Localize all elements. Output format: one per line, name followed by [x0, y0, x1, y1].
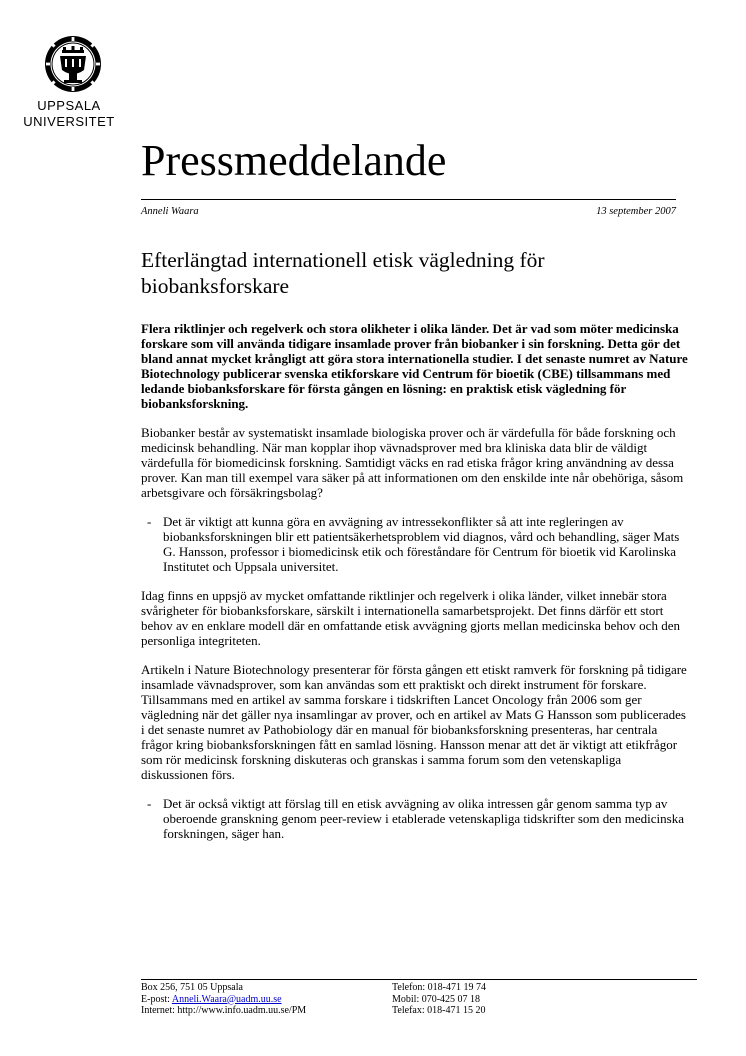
article-body	[141, 321, 689, 855]
footer-fax: Telefax: 018-471 15 20	[392, 1005, 486, 1016]
quote-2	[141, 796, 689, 841]
publish-date: 13 september 2007	[596, 206, 676, 217]
footer-email-row	[141, 994, 306, 1006]
title-divider	[141, 199, 676, 200]
quote-1-text: Det är viktigt att kunna göra en avvägning av intressekonflikter så att inte regleringen av biobanksforskningen blir ett patientsäkerhetsproblem vid diagnos, vård och behandling, säger Mats G. Hansson, professor i biomedicinsk etik och föreståndare för Centrum för bioetik vid Karolinska Institutet och Uppsala universitet.	[163, 514, 680, 574]
paragraph-1: Biobanker består av systematiskt insamlade biologiska prover och är värdefulla för både forskning och medicinsk behandling. När man kopplar ihop vävnadsprover med bra kliniska data blir de väldigt värdefulla för biomedicinsk forskning. Samtidigt väcks en rad etiska frågor kring användning av dessa prover. Kan man till exempel vara säker på att informationen om den enskilde inte når obehöriga, såsom arbetsgivare och försäkringsbolag?	[141, 425, 684, 500]
quote-2-text: Det är också viktigt att förslag till en etisk avvägning av olika intressen går genom samma typ av oberoende granskning genom peer-review i etablerade vetenskapliga tidskrifter som den medicinska forskningen, säger han.	[163, 796, 684, 841]
quote-1	[141, 514, 689, 574]
lead-paragraph: Flera riktlinjer och regelverk och stora olikheter i olika länder. Det är vad som möter medicinska forskare som vill använda tidigare insamlade prover från biobanker i sin forskning. Detta gör det bland annat mycket krångligt att göra stora internationella studier. I det senaste numret av Nature Biotechnology publicerar svenska etikforskare vid Centrum för bioetik (CBE) tillsammans med ledande biobanksforskare för första gången en lösning: en praktisk etisk vägledning för biobanksforskning.	[141, 321, 688, 411]
footer-email-link[interactable]: Anneli.Waara@uadm.uu.se	[171, 993, 282, 1005]
quote-2-dash: -	[147, 796, 152, 811]
document-title: Pressmeddelande	[141, 136, 447, 185]
quote-1-dash: -	[147, 514, 152, 529]
footer-email-label: E-post:	[141, 993, 172, 1005]
headline: Efterlängtad internationell etisk vägledning för biobanksforskare	[141, 248, 545, 298]
author-name: Anneli Waara	[141, 206, 199, 217]
footer-contact-right	[392, 982, 486, 1017]
footer-contact-left	[141, 982, 306, 1017]
university-seal-icon	[38, 34, 108, 94]
paragraph-2: Idag finns en uppsjö av mycket omfattande riktlinjer och regelverk i olika länder, vilket innebär stora svårigheter för biobanksforskare, särskilt i internationella samarbetsprojekt. Det finns därför ett stort behov av en enklare modell där en omfattande etisk avvägning gjorts mellan medicinska behov och den personliga integriteten.	[141, 588, 680, 648]
footer-divider	[141, 979, 697, 980]
paragraph-3: Artikeln i Nature Biotechnology presenterar för första gången ett etiskt ramverk för forskning på tidigare insamlade vävnadsprover, som kan användas som ett praktiskt och direkt instrument för forskare. Tillsammans med en artikel av samma forskare i tidskriften Lancet Oncology från 2006 som ger vägledning när det gäller nya insamlingar av prover, och en artikel av Mats G Hansson som publicerades i det senaste numret av Pathobiology där en manual för biobanksforskning presenteras, har centrala frågor kring biobanksforskningen fått en samlad lösning. Hansson menar att det är viktigt att etikfrågor som rör medicinsk forskning diskuteras och granskas i samma forum som den vetenskapliga diskussionen förs.	[141, 662, 687, 782]
university-name	[8, 98, 130, 130]
footer-mobile: Mobil: 070-425 07 18	[392, 993, 481, 1005]
university-name-line1: UPPSALA	[37, 98, 101, 113]
university-name-line2: UNIVERSITET	[23, 114, 115, 129]
footer-phone: Telefon: 018-471 19 74	[392, 982, 487, 993]
footer-address: Box 256, 751 05 Uppsala	[141, 982, 243, 993]
footer-internet: Internet: http://www.info.uadm.uu.se/PM	[141, 1005, 307, 1016]
